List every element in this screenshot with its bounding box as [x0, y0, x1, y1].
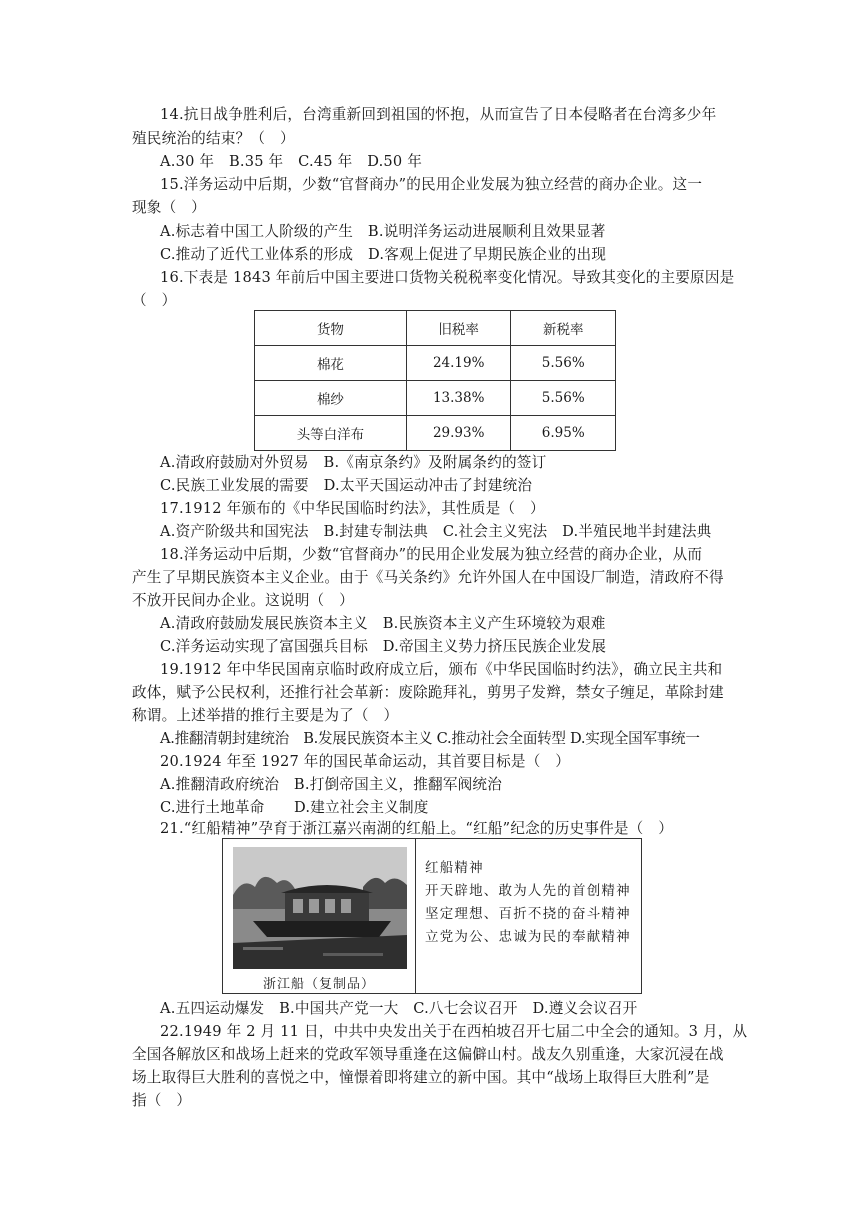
- figure-photo-panel: [223, 839, 416, 993]
- q20-options-cd: C.进行土地革命 D.建立社会主义制度: [160, 799, 429, 816]
- q16-options-ab: A.清政府鼓励对外贸易 B.《南京条约》及附属条约的签订: [160, 454, 547, 471]
- spirit-line: 立党为公、忠诚为民的奉献精神: [425, 929, 631, 945]
- q18-options-ab: A.清政府鼓励发展民族资本主义 B.民族资本主义产生环境较为艰难: [160, 615, 606, 632]
- q18-stem-line3: 不放开民间办企业。这说明（ ）: [132, 592, 354, 609]
- q15-stem-line2: 现象（ ）: [132, 199, 206, 216]
- q14-stem-line2: 殖民统治的结束？（ ）: [132, 130, 295, 147]
- tariff-table: [254, 310, 616, 451]
- table-cell: 棉花: [255, 346, 407, 381]
- table-row: [255, 346, 616, 381]
- q15-options-ab: A.标志着中国工人阶级的产生 B.说明洋务运动进展顺利且效果显著: [160, 223, 606, 240]
- q21-stem: 21.“红船精神”孕育于浙江嘉兴南湖的红船上。“红船”纪念的历史事件是（ ）: [160, 820, 674, 837]
- spirit-line: 开天辟地、敢为人先的首创精神: [425, 883, 631, 899]
- q17-options: A.资产阶级共和国宪法 B.封建专制法典 C.社会主义宪法 D.半殖民地半封建法典: [160, 523, 712, 540]
- table-cell: 24.19%: [406, 346, 511, 381]
- q21-options: A.五四运动爆发 B.中国共产党一大 C.八七会议召开 D.遵义会议召开: [160, 1000, 638, 1017]
- q14-options: A.30 年 B.35 年 C.45 年 D.50 年: [160, 153, 423, 170]
- table-cell: 29.93%: [406, 416, 511, 451]
- q17-stem: 17.1912 年颁布的《中华民国临时约法》，其性质是（ ）: [160, 500, 545, 517]
- spirit-title: 红船精神: [425, 860, 484, 876]
- q22-stem-line2: 全国各解放区和战场上赶来的党政军领导重逢在这偏僻山村。战友久别重逢，大家沉浸在战: [132, 1046, 724, 1063]
- table-row: [255, 381, 616, 416]
- q19-stem-line2: 政体，赋予公民权利，还推行社会革新：废除跪拜礼，剪男子发辫，禁女子缠足，革除封建: [132, 684, 724, 701]
- table-cell: 6.95%: [511, 416, 616, 451]
- spirit-line: 坚定理想、百折不挠的奋斗精神: [425, 906, 631, 922]
- table-cell: 5.56%: [511, 381, 616, 416]
- photo-caption: 浙江船（复制品）: [262, 977, 375, 992]
- q19-stem-line1: 19.1912 年中华民国南京临时政府成立后，颁布《中华民国临时约法》，确立民主共和: [160, 661, 723, 678]
- table-header-cell: 新税率: [511, 311, 616, 346]
- q18-stem-line1: 18.洋务运动中后期，少数“官督商办”的民用企业发展为独立经营的商办企业，从而: [160, 546, 703, 563]
- table-cell: 头等白洋布: [255, 416, 407, 451]
- q22-stem-line4: 指（ ）: [132, 1092, 192, 1109]
- q16-stem-line2: （ ）: [132, 292, 177, 309]
- red-boat-figure: [222, 838, 642, 994]
- table-header-row: [255, 311, 616, 346]
- q14-stem-line1: 14.抗日战争胜利后，台湾重新回到祖国的怀抱，从而宣告了日本侵略者在台湾多少年: [160, 106, 717, 123]
- q18-stem-line2: 产生了早期民族资本主义企业。由于《马关条约》允许外国人在中国设厂制造，清政府不得: [132, 569, 724, 586]
- q16-options-cd: C.民族工业发展的需要 D.太平天国运动冲击了封建统治: [160, 477, 533, 494]
- table-header-cell: 货物: [255, 311, 407, 346]
- q19-options: A.推翻清朝封建统治 B.发展民族资本主义 C.推动社会全面转型 D.实现全国军事统一: [160, 730, 700, 747]
- q22-stem-line3: 场上取得巨大胜利的喜悦之中，憧憬着即将建立的新中国。其中“战场上取得巨大胜利”是: [132, 1069, 710, 1086]
- table-row: [255, 416, 616, 451]
- q15-options-cd: C.推动了近代工业体系的形成 D.客观上促进了早期民族企业的出现: [160, 246, 607, 263]
- red-boat-photo: [233, 847, 407, 969]
- q15-stem-line1: 15.洋务运动中后期，少数“官督商办”的民用企业发展为独立经营的商办企业。这一: [160, 176, 703, 193]
- q20-stem: 20.1924 年至 1927 年的国民革命运动，其首要目标是（ ）: [160, 753, 571, 770]
- table-cell: 13.38%: [406, 381, 511, 416]
- q16-stem-line1: 16.下表是 1843 年前后中国主要进口货物关税税率变化情况。导致其变化的主要原因是: [160, 269, 735, 286]
- q19-stem-line3: 称谓。上述举措的推行主要是为了（ ）: [132, 707, 399, 724]
- q20-options-ab: A.推翻清政府统治 B.打倒帝国主义，推翻军阀统治: [160, 776, 503, 793]
- q22-stem-line1: 22.1949 年 2 月 11 日，中共中央发出关于在西柏坡召开七届二中全会的通知。3 月，从: [160, 1023, 748, 1040]
- red-boat-spirit-text: [425, 857, 631, 949]
- table-header-cell: 旧税率: [406, 311, 511, 346]
- q18-options-cd: C.洋务运动实现了富国强兵目标 D.帝国主义势力挤压民族企业发展: [160, 638, 607, 655]
- table-cell: 棉纱: [255, 381, 407, 416]
- table-cell: 5.56%: [511, 346, 616, 381]
